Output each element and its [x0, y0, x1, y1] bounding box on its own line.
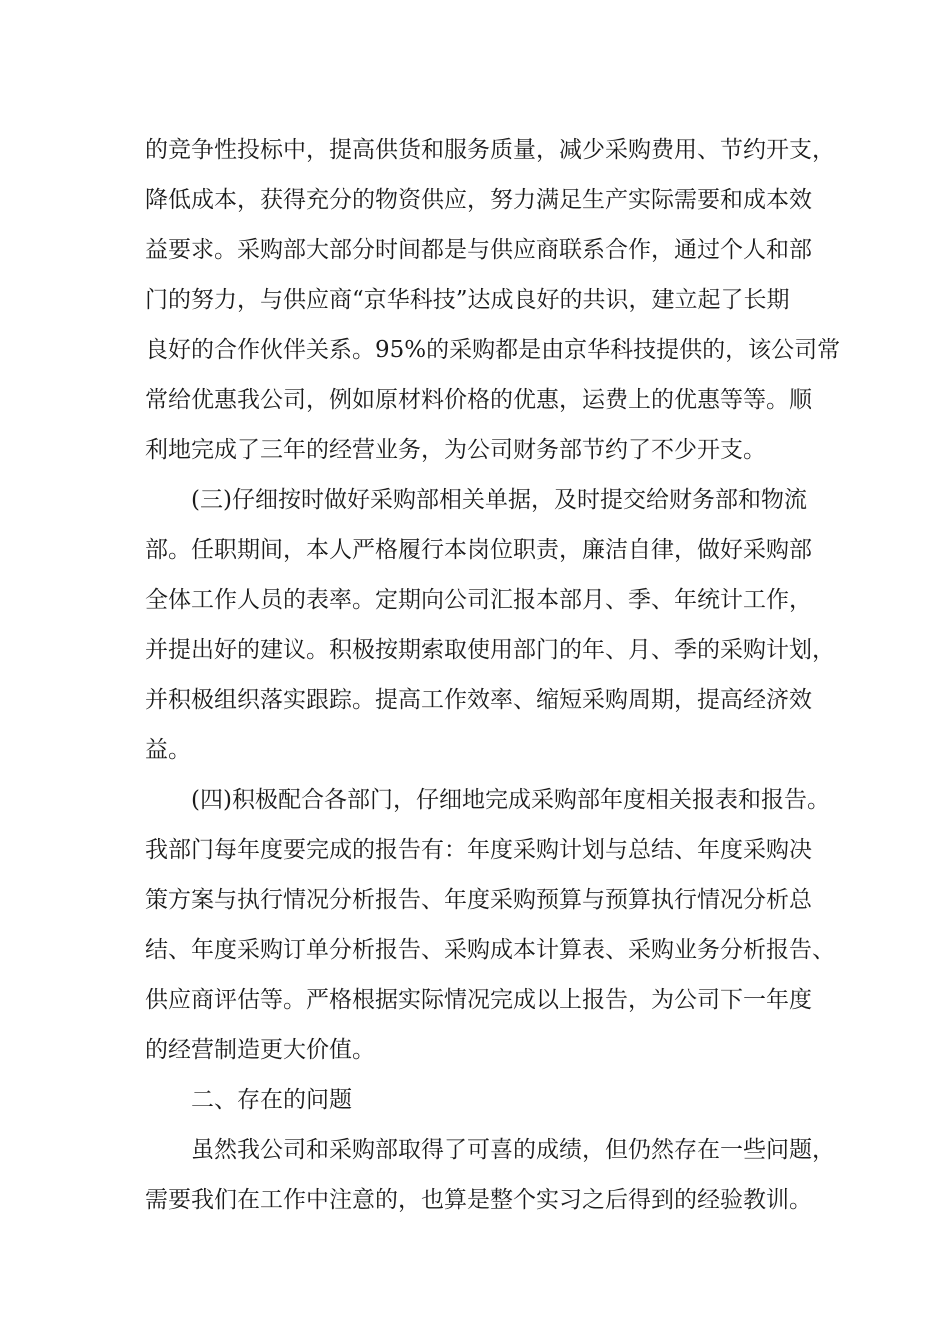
text-line: 益。 — [145, 737, 191, 763]
text-line: 利地完成了三年的经营业务，为公司财务部节约了不少开支。 — [145, 437, 766, 463]
text-line: 常给优惠我公司，例如原材料价格的优惠，运费上的优惠等等。顺 — [145, 387, 812, 413]
text-line: 并积极组织落实跟踪。提高工作效率、缩短采购周期，提高经济效 — [145, 687, 812, 713]
text-line: 良好的合作伙伴关系。95%的采购都是由京华科技提供的，该公司常 — [145, 337, 841, 363]
text-line: 并提出好的建议。积极按期索取使用部门的年、月、季的采购计划， — [145, 637, 835, 663]
paragraph-start-line: (四)积极配合各部门，仔细地完成采购部年度相关报表和报告。 — [191, 787, 830, 813]
paragraph-start-line: (三)仔细按时做好采购部相关单据，及时提交给财务部和物流 — [191, 487, 807, 513]
text-line: 益要求。采购部大部分时间都是与供应商联系合作，通过个人和部 — [145, 237, 812, 263]
text-line: 全体工作人员的表率。定期向公司汇报本部月、季、年统计工作， — [145, 587, 812, 613]
text-line: 降低成本，获得充分的物资供应，努力满足生产实际需要和成本效 — [145, 187, 812, 213]
text-line: 需要我们在工作中注意的，也算是整个实习之后得到的经验教训。 — [145, 1187, 812, 1213]
text-line: 我部门每年度要完成的报告有：年度采购计划与总结、年度采购决 — [145, 837, 812, 863]
text-line: 部。任职期间，本人严格履行本岗位职责，廉洁自律，做好采购部 — [145, 537, 812, 563]
text-line: 结、年度采购订单分析报告、采购成本计算表、采购业务分析报告、 — [145, 937, 835, 963]
section-heading: 二、存在的问题 — [191, 1087, 352, 1113]
text-line: 的竞争性投标中，提高供货和服务质量，减少采购费用、节约开支， — [145, 137, 835, 163]
text-line: 供应商评估等。严格根据实际情况完成以上报告，为公司下一年度 — [145, 987, 812, 1013]
text-line: 门的努力，与供应商“京华科技”达成良好的共识，建立起了长期 — [145, 287, 790, 313]
text-line: 的经营制造更大价值。 — [145, 1037, 375, 1063]
paragraph-start-line: 虽然我公司和采购部取得了可喜的成绩，但仍然存在一些问题， — [191, 1137, 835, 1163]
text-line: 策方案与执行情况分析报告、年度采购预算与预算执行情况分析总 — [145, 887, 812, 913]
